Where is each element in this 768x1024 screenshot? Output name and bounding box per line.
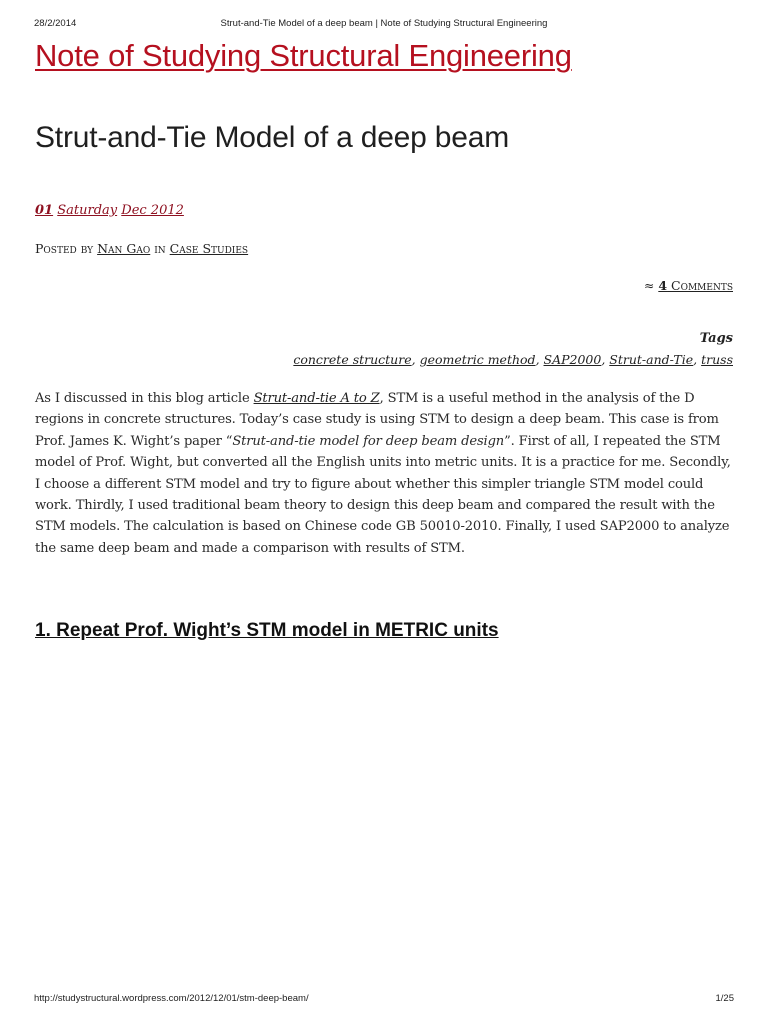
print-footer <box>34 993 734 1007</box>
body-text-segment: ”. First of all, I repeated the STM model of Prof. Wight, but converted all the English units into metric units. It is a practice for me. Secondly, I choose a different STM model and try to figure about whether this simpler triangle STM model could work. Thirdly, I used traditional beam theory to design this deep beam and compared the result with the STM models. The calculation is based on Chinese code GB 50010-2010. Finally, I used SAP2000 to analyze the same deep beam and made a comparison with results of STM. <box>35 433 731 556</box>
paper-title: Strut-and-tie model for deep beam design <box>232 433 505 449</box>
author-link[interactable]: Nan Gao <box>97 241 151 256</box>
tag-link[interactable]: geometric method <box>419 352 536 367</box>
post-date-weekday[interactable]: Saturday <box>57 203 118 218</box>
tag-link[interactable]: Strut-and-Tie <box>609 352 694 367</box>
print-date: 28/2/2014 <box>34 18 77 29</box>
body-text-segment: , STM is a useful method in the analysis of the D regions in concrete structures. Today’s case study is using STM to design a deep beam. This case is from Prof. James K. Wight’s paper “ <box>35 391 719 449</box>
comments-count: 4 <box>658 278 668 293</box>
print-page-number: 1/25 <box>715 993 734 1004</box>
post-date-day[interactable]: 01 <box>35 203 54 218</box>
in-label: in <box>154 241 166 256</box>
comments-label: Comments <box>671 278 733 293</box>
print-url: http://studystructural.wordpress.com/2012/12/01/stm-deep-beam/ <box>34 993 309 1004</box>
post-byline <box>35 241 248 256</box>
comments-link[interactable] <box>658 278 733 293</box>
tag-link[interactable]: truss <box>701 352 733 367</box>
body-text-segment: As I discussed in this blog article <box>35 391 254 406</box>
strut-and-tie-article-link[interactable]: Strut-and-tie A to Z <box>253 391 380 406</box>
tag-link[interactable]: concrete structure <box>293 352 412 367</box>
post-title: Strut-and-Tie Model of a deep beam <box>35 121 510 154</box>
print-document-title: Strut-and-Tie Model of a deep beam | Note of Studying Structural Engineering <box>220 18 548 29</box>
comments-symbol: ≈ <box>643 278 655 293</box>
tags-list: concrete structure, geometric method, SAP2000, Strut-and-Tie, truss <box>293 352 733 367</box>
tag-link[interactable]: SAP2000 <box>543 352 602 367</box>
category-link[interactable]: Case Studies <box>169 241 249 256</box>
comments-meta <box>644 278 733 293</box>
post-date-month-year[interactable]: Dec 2012 <box>121 203 184 218</box>
site-title-link[interactable]: Note of Studying Structural Engineering <box>35 38 572 73</box>
print-header <box>34 18 734 32</box>
tags-heading: Tags <box>699 331 733 346</box>
section-1-heading-link[interactable]: 1. Repeat Prof. Wight’s STM model in METRIC units <box>35 620 499 641</box>
post-date[interactable] <box>35 203 184 218</box>
posted-by-label: Posted by <box>35 241 94 256</box>
post-body-paragraph <box>35 388 735 559</box>
